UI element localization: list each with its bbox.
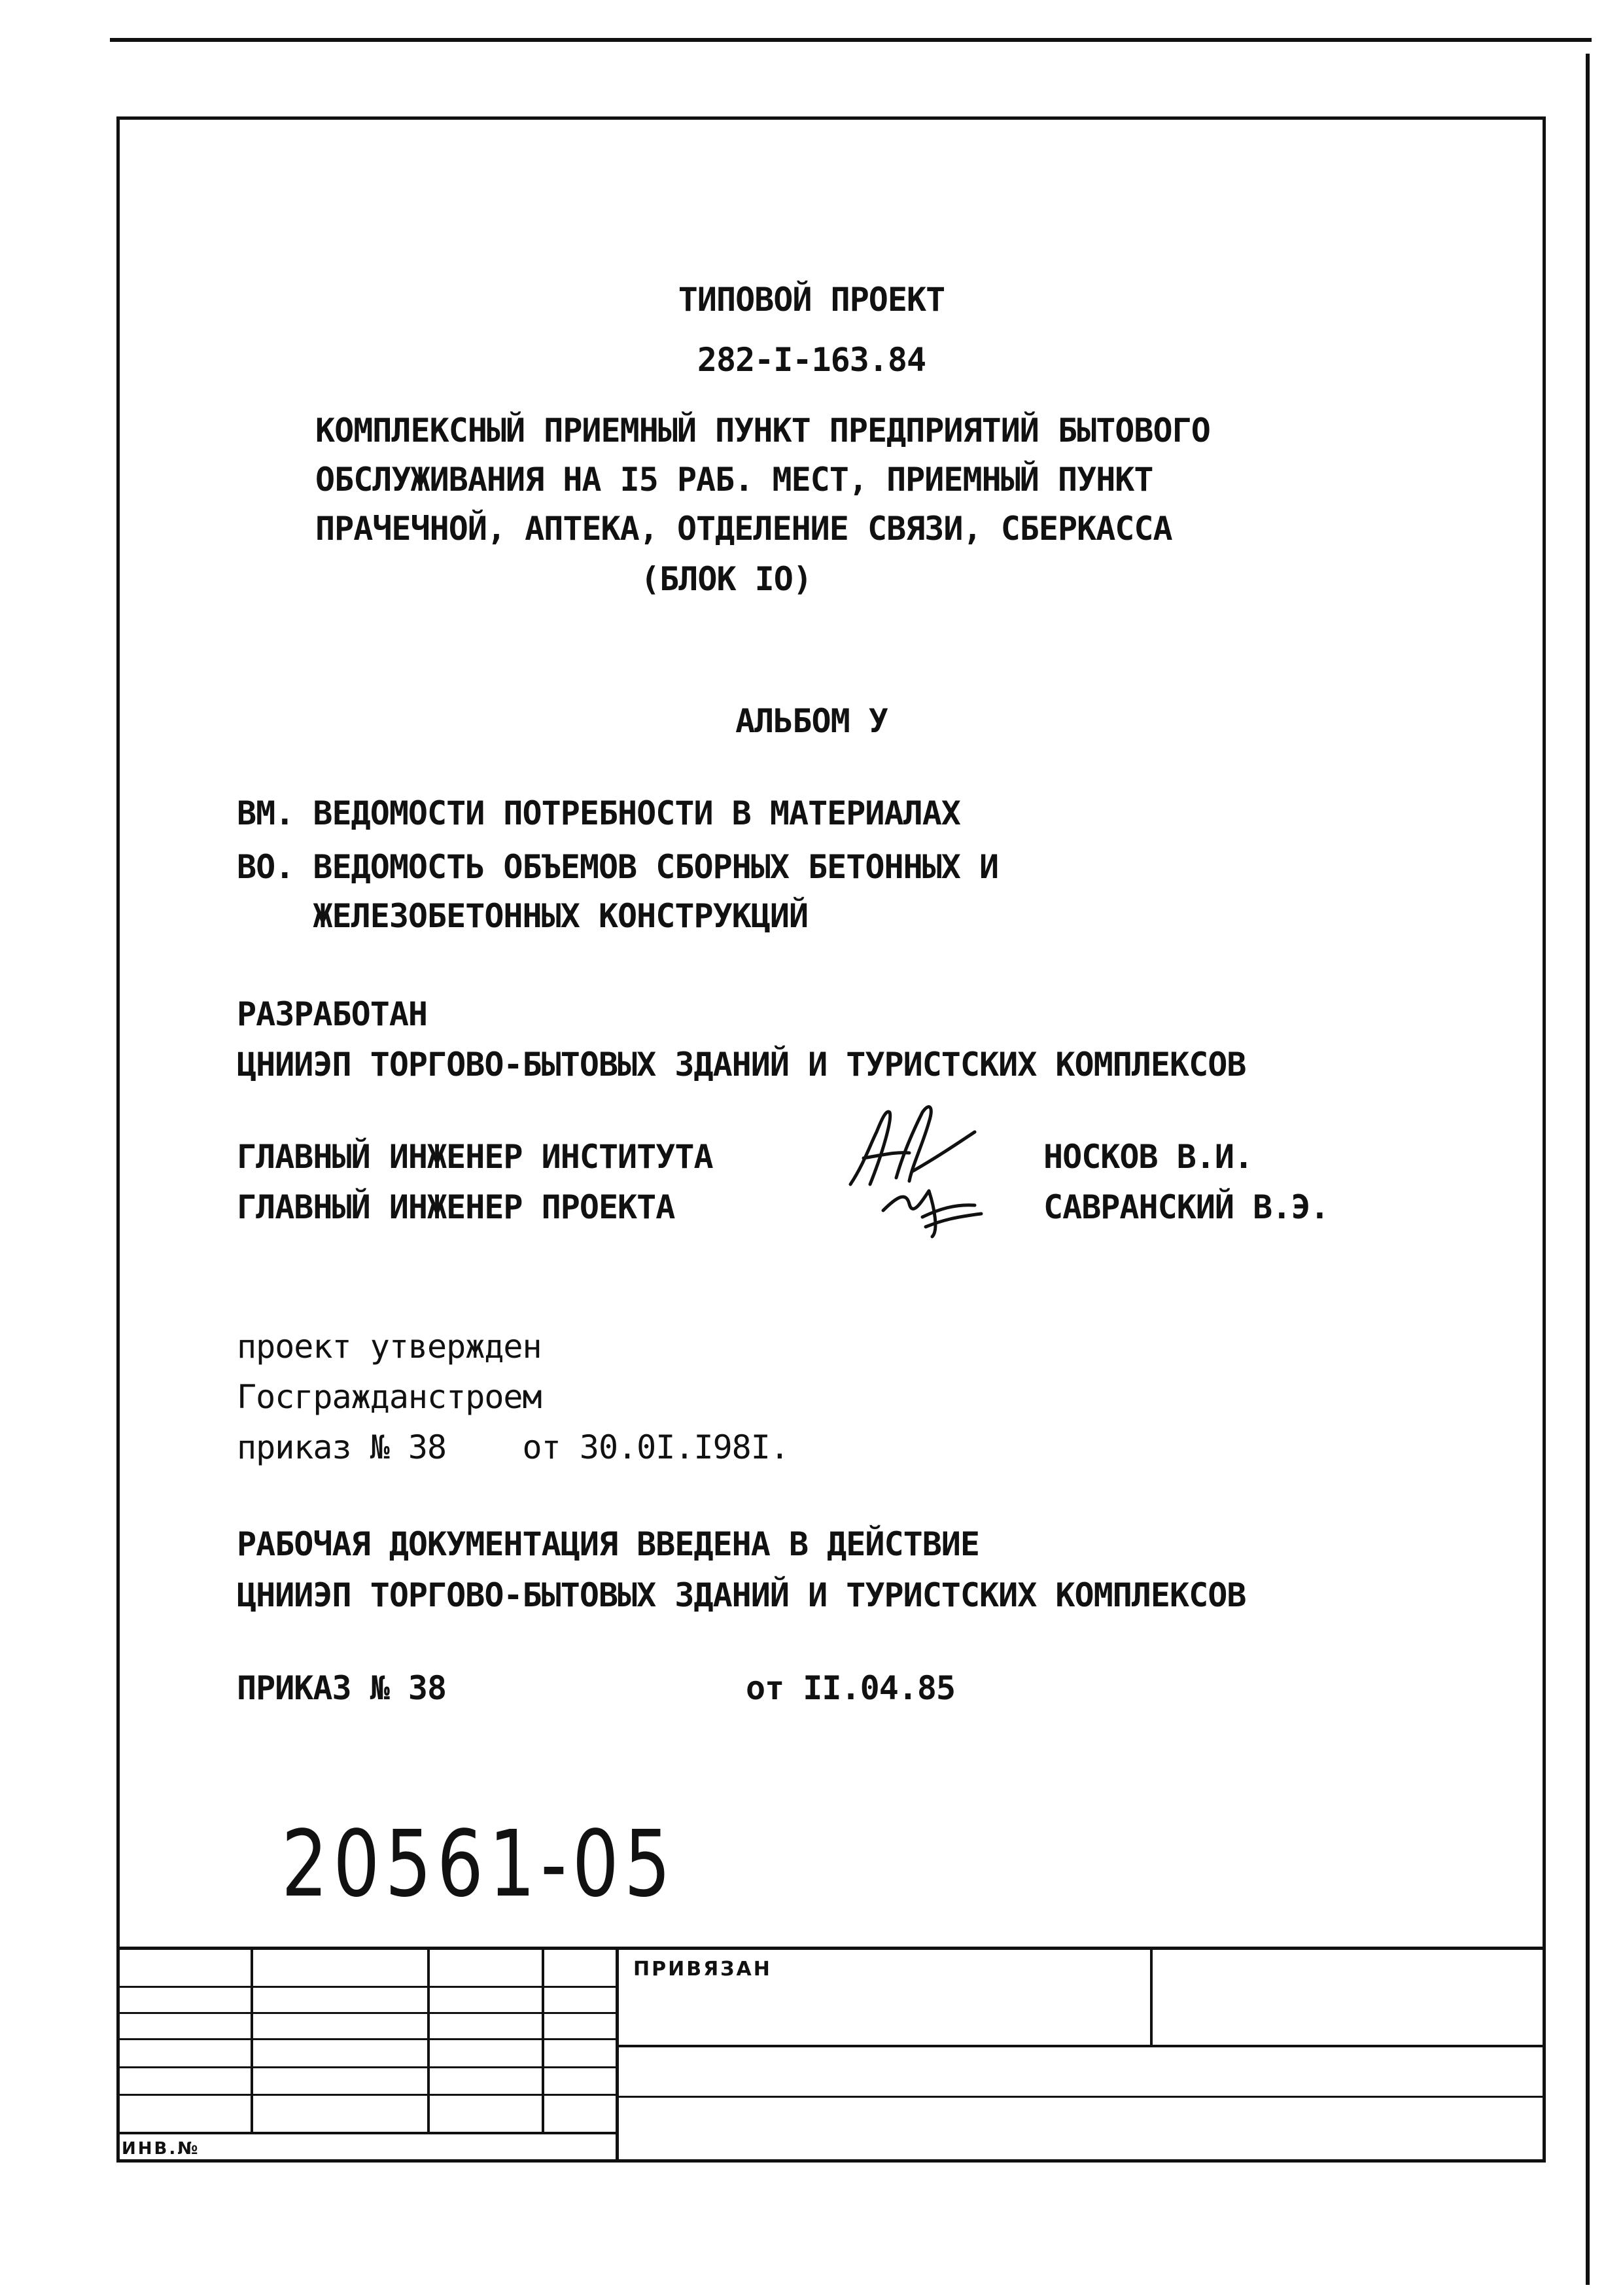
chief-engineer-institute-role: ГЛАВНЫЙ ИНЖЕНЕР ИНСТИТУТА	[237, 1138, 713, 1176]
title-block	[116, 1947, 1546, 2163]
stamp-number: 20561-05	[281, 1811, 676, 1918]
enactment-line-2: ЦНИИЭП ТОРГОВО-БЫТОВЫХ ЗДАНИЙ И ТУРИСТСКИХ КОМПЛЕКСОВ	[237, 1576, 1246, 1614]
block-label: (БЛОК IO)	[640, 560, 812, 598]
chief-engineer-project-name: САВРАНСКИЙ В.Э.	[1043, 1188, 1329, 1226]
inventory-label: ИНВ.№	[122, 2139, 200, 2159]
chief-engineer-institute-name: НОСКОВ В.И.	[1043, 1138, 1253, 1176]
sheet-right-edge	[1586, 54, 1590, 2285]
handwritten-signatures	[824, 1093, 1034, 1250]
enactment-date: от II.04.85	[746, 1669, 956, 1707]
album-item-2: ВО. ВЕДОМОСТЬ ОБЪЕМОВ СБОРНЫХ БЕТОННЫХ И	[237, 848, 999, 886]
description-line-2: ОБСЛУЖИВАНИЯ НА I5 РАБ. МЕСТ, ПРИЕМНЫЙ ПУНКТ	[315, 461, 1153, 499]
developer-label: РАЗРАБОТАН	[237, 995, 428, 1033]
album-item-1: ВМ. ВЕДОМОСТИ ПОТРЕБНОСТИ В МАТЕРИАЛАХ	[237, 794, 960, 832]
approval-line-3: приказ № 38 от 30.0I.I98I.	[237, 1428, 789, 1466]
album-title: АЛЬБОМ У	[735, 702, 888, 740]
developer-org: ЦНИИЭП ТОРГОВО-БЫТОВЫХ ЗДАНИЙ И ТУРИСТСКИХ КОМПЛЕКСОВ	[237, 1046, 1246, 1084]
approval-line-1: проект утвержден	[237, 1328, 542, 1366]
approval-line-2: Госгражданстроем	[237, 1378, 542, 1416]
doc-title: ТИПОВОЙ ПРОЕКТ	[678, 281, 945, 319]
chief-engineer-project-role: ГЛАВНЫЙ ИНЖЕНЕР ПРОЕКТА	[237, 1188, 675, 1226]
bound-label: ПРИВЯЗАН	[633, 1958, 772, 1981]
description-line-3: ПРАЧЕЧНОЙ, АПТЕКА, ОТДЕЛЕНИЕ СВЯЗИ, СБЕРКАССА	[315, 510, 1172, 548]
sheet-top-edge	[110, 38, 1592, 42]
enactment-order: ПРИКАЗ № 38	[237, 1669, 447, 1707]
description-line-1: КОМПЛЕКСНЫЙ ПРИЕМНЫЙ ПУНКТ ПРЕДПРИЯТИЙ БЫТОВОГО	[315, 412, 1210, 450]
project-code: 282-I-163.84	[697, 341, 926, 379]
album-item-3: ЖЕЛЕЗОБЕТОННЫХ КОНСТРУКЦИЙ	[237, 897, 809, 935]
enactment-line-1: РАБОЧАЯ ДОКУМЕНТАЦИЯ ВВЕДЕНА В ДЕЙСТВИЕ	[237, 1525, 979, 1563]
